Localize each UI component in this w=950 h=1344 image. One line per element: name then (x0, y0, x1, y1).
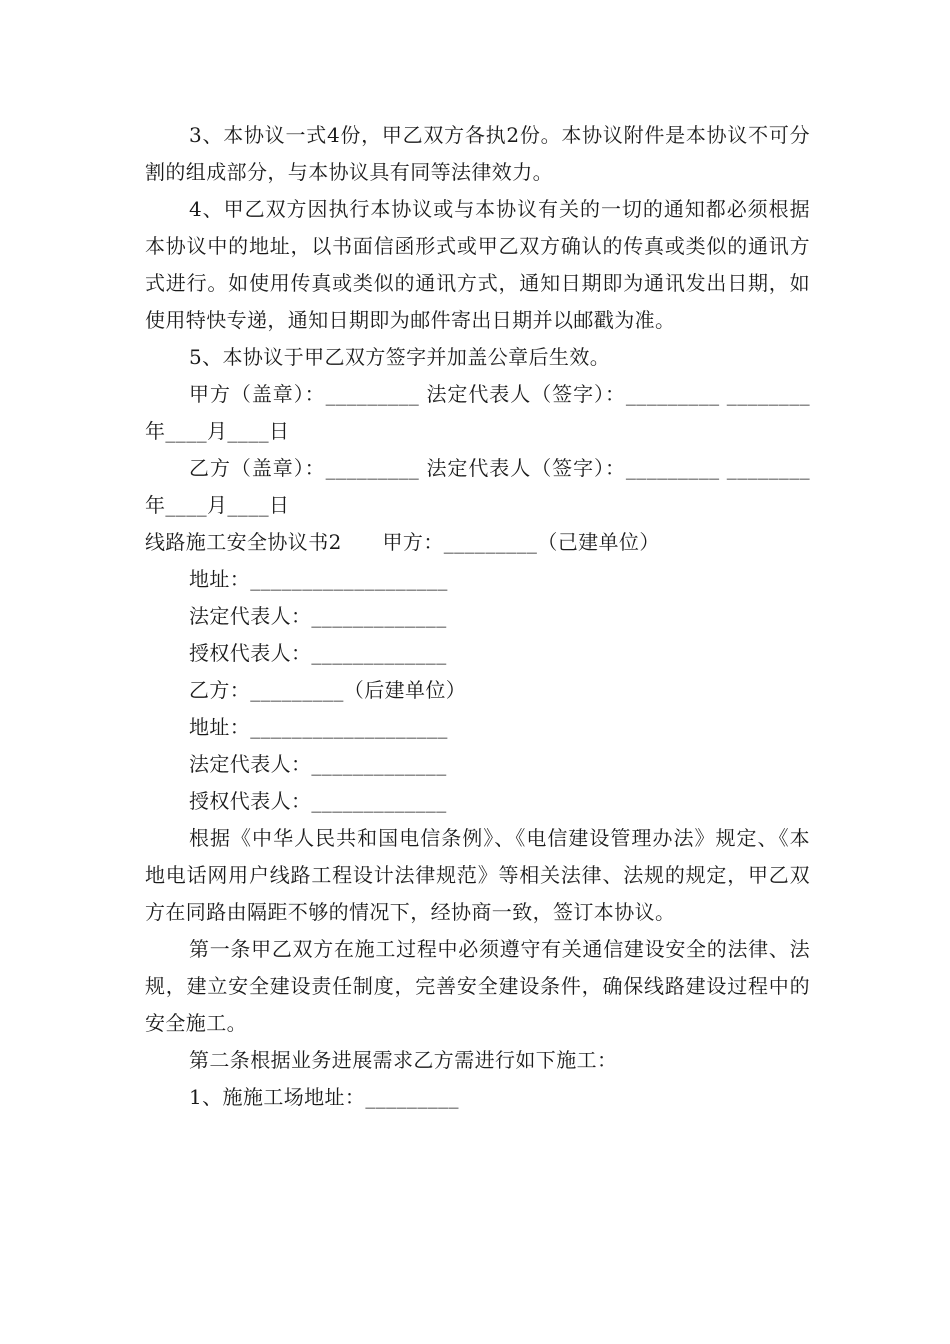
party-a-legal-representative: 法定代表人：_____________ (189, 604, 447, 628)
party-b-signature-line: 乙方（盖章）：_________ 法定代表人（签字）：_________ ________年____月____日 (145, 456, 810, 517)
paragraph-clause-4: 4、甲乙双方因执行本协议或与本协议有关的一切的通知都必须根据本协议中的地址，以书面信函形式或甲乙双方确认的传真或类似的通讯方式进行。如使用传真或类似的通讯方式，通知日期即为通讯发出日期，如使用特快专递，通知日期即为邮件寄出日期并以邮戳为准。 (145, 197, 810, 332)
party-a-authorized-representative: 授权代表人：_____________ (189, 641, 447, 665)
party-b-legal-representative: 法定代表人：_____________ (189, 752, 447, 776)
party-b-authorized-representative: 授权代表人：_____________ (189, 789, 447, 813)
paragraph-clause-3: 3、本协议一式4份，甲乙双方各执2份。本协议附件是本协议不可分割的组成部分，与本协议具有同等法律效力。 (145, 123, 810, 184)
party-a-address: 地址：___________________ (189, 567, 448, 591)
party-b-name: 乙方：_________（后建单位） (189, 678, 467, 702)
paragraph-preamble: 根据《中华人民共和国电信条例》、《电信建设管理办法》规定、《本地电话网用户线路工程设计法律规范》等相关法律、法规的规定，甲乙双方在同路由隔距不够的情况下，经协商一致，签订本协议。 (145, 826, 810, 924)
paragraph-construction-site-address: 1、施施工场地址：_________ (189, 1085, 459, 1109)
party-b-address: 地址：___________________ (189, 715, 448, 739)
paragraph-article-1: 第一条甲乙双方在施工过程中必须遵守有关通信建设安全的法律、法规，建立安全建设责任制度，完善安全建设条件，确保线路建设过程中的安全施工。 (145, 937, 810, 1035)
document-body (145, 117, 810, 1116)
paragraph-article-2: 第二条根据业务进展需求乙方需进行如下施工： (189, 1048, 618, 1072)
agreement-2-title-party-a: 线路施工安全协议书2 甲方：_________（己建单位） (145, 530, 660, 554)
paragraph-clause-5: 5、本协议于甲乙双方签字并加盖公章后生效。 (189, 345, 611, 369)
party-a-signature-line: 甲方（盖章）：_________ 法定代表人（签字）：_________ ________年____月____日 (145, 382, 810, 443)
